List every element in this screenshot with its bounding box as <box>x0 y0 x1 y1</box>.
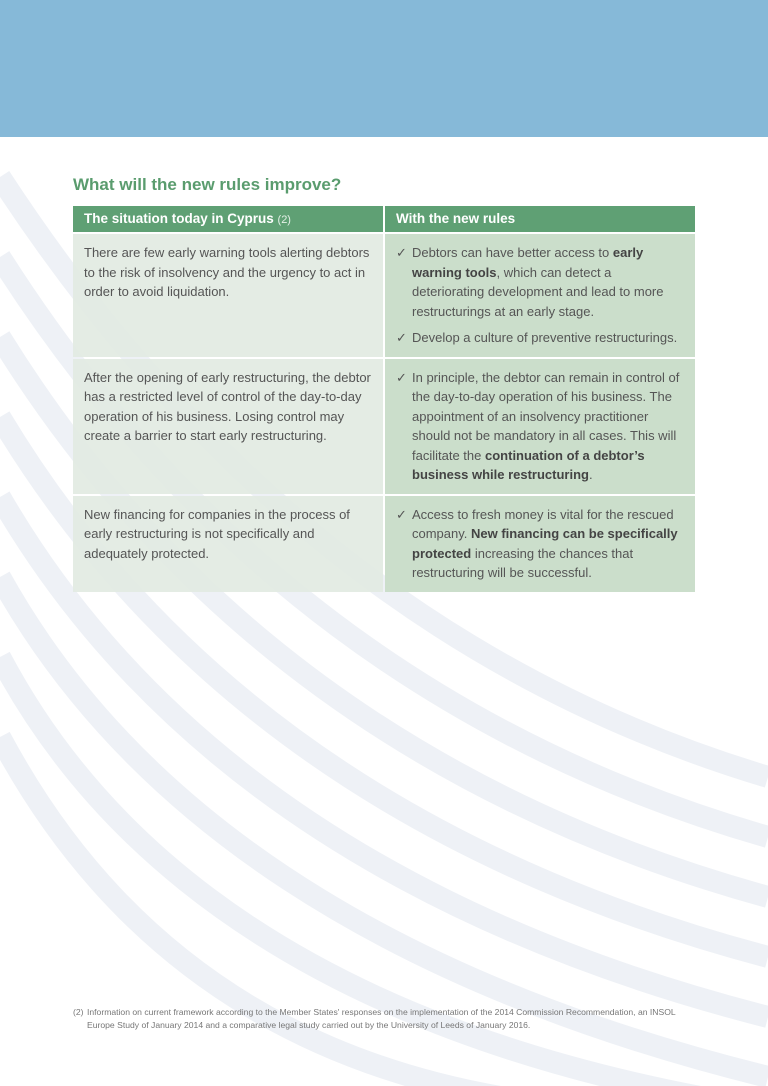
header-label: The situation today in Cyprus <box>84 211 274 226</box>
text: . <box>589 467 593 482</box>
benefit-item <box>396 328 684 348</box>
bold-text: early warning tools <box>412 245 644 280</box>
text: Access to fresh money is vital for the rescued company. <box>412 506 674 541</box>
text: increasing the chances that restructuring will be successful. <box>412 545 634 580</box>
column-header-new-rules: With the new rules <box>385 206 695 232</box>
footnote <box>73 1006 703 1032</box>
text: Develop a culture of preventive restructurings. <box>412 330 678 345</box>
column-header-current <box>73 206 383 232</box>
check-icon: ✓ <box>396 369 407 385</box>
cell-current-situation: After the opening of early restructuring, the debtor has a restricted level of control of the day-to-day operation of his business. Losing control may create a barrier to start early restructuring. <box>73 359 383 494</box>
comparison-table <box>73 206 695 592</box>
bold-text: continuation of a debtor’s business while restructuring <box>412 447 645 482</box>
footnote-ref: (2) <box>277 214 291 226</box>
page-title: What will the new rules improve? <box>73 175 342 194</box>
check-icon: ✓ <box>396 330 407 345</box>
check-icon: ✓ <box>396 245 407 260</box>
benefit-item <box>396 505 684 583</box>
cell-new-rules <box>385 234 695 357</box>
text: , which can detect a deteriorating development and lead to more restructurings at an early stage. <box>412 264 664 319</box>
benefit-item <box>396 243 684 321</box>
cell-new-rules <box>385 496 695 592</box>
cell-current-situation: New financing for companies in the process of early restructuring is not specifically and adequately protected. <box>73 496 383 592</box>
benefit-text <box>412 328 677 348</box>
benefit-item <box>396 368 684 485</box>
benefit-text <box>412 243 684 321</box>
text: Debtors can have better access to <box>412 245 613 260</box>
cell-current-situation: There are few early warning tools alerting debtors to the risk of insolvency and the urgency to act in order to avoid liquidation. <box>73 234 383 357</box>
cell-new-rules <box>385 359 695 494</box>
check-icon: ✓ <box>396 506 407 522</box>
benefit-text <box>412 368 684 485</box>
bold-text: New financing can be specifically protected <box>412 526 678 561</box>
footnote-text: Information on current framework according to the Member States' responses on the implementation of the 2014 Commission Recommendation, an INSOL Europe Study of January 2014 and a comparative legal study carried out by the University of Leeds of January 2016. <box>87 1007 676 1030</box>
header-banner <box>0 0 768 137</box>
benefit-text <box>412 505 684 583</box>
footnote-marker: (2) <box>73 1007 84 1017</box>
text: In principle, the debtor can remain in control of the day-to-day operation of his business. The appointment of an insolvency practitioner should not be mandatory in all cases. This will facilitate the <box>412 369 680 463</box>
